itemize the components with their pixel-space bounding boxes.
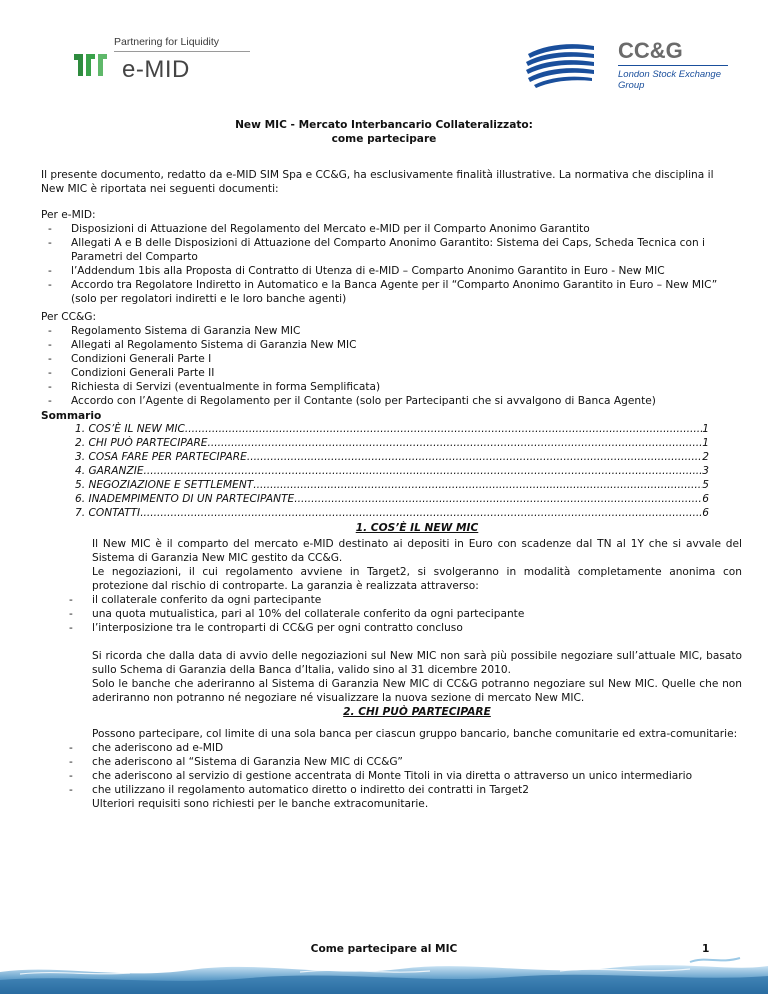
toc-entry-page: 5 (702, 479, 709, 491)
toc-entry[interactable] (75, 422, 709, 436)
list-item: - Richiesta di Servizi (eventualmente in forma Semplificata) (41, 380, 741, 394)
list-item: - Allegati A e B delle Disposizioni di Attuazione del Comparto Anonimo Garantito: Sistema dei Caps, Scheda Tecnica con i Parametri del Comparto (41, 236, 741, 264)
title-line-1: New MIC - Mercato Interbancario Collateralizzato: (235, 119, 533, 131)
toc-entry-label: 4. GARANZIE (75, 465, 144, 477)
list-item: - che aderiscono al servizio di gestione accentrata di Monte Titoli in via diretta o attraverso un unico intermediario (62, 769, 742, 783)
list-item: - Accordo tra Regolatore Indiretto in Automatico e la Banca Agente per il “Comparto Anonimo Garantito in Euro – New MIC” (solo per regolatori indiretti e le loro banche agenti) (41, 278, 741, 306)
list-item: - Allegati al Regolamento Sistema di Garanzia New MIC (41, 338, 741, 352)
toc-entry[interactable] (75, 436, 709, 450)
toc-entry-page: 1 (702, 437, 709, 449)
emid-tagline: Partnering for Liquidity (114, 36, 220, 48)
section-2-paragraph: Ulteriori requisiti sono richiesti per le banche extracomunitarie. (92, 798, 429, 810)
ccg-group-name: London Stock Exchange Group (618, 69, 721, 91)
ccg-docs-label: Per CC&G: (41, 311, 97, 323)
toc-entry-page: 6 (702, 493, 709, 505)
toc-entry[interactable] (75, 450, 709, 464)
toc-entry-label: 1. COS’È IL NEW MIC (75, 423, 185, 435)
list-item: - Regolamento Sistema di Garanzia New MIC (41, 324, 741, 338)
ccg-logo-text: CC&G (618, 38, 683, 63)
section-1-body (92, 537, 742, 705)
ccg-docs-section (41, 310, 741, 408)
ccg-logo (522, 36, 732, 91)
list-item: - che aderiscono al “Sistema di Garanzia New MIC di CC&G” (62, 755, 742, 769)
toc-entry-page: 2 (702, 451, 709, 463)
section-1-paragraph: Si ricorda che dalla data di avvio delle negoziazioni sul New MIC non sarà più possibile negoziare sull’attuale MIC, basato sullo Schema di Garanzia della Banca d’Italia, valido sino al 31 dicembre 2010. (92, 650, 742, 676)
toc-entry[interactable] (75, 478, 709, 492)
list-item: - l’interposizione tra le controparti di CC&G per ogni contratto concluso (62, 621, 742, 635)
list-item: - Condizioni Generali Parte II (41, 366, 741, 380)
intro-paragraph: Il presente documento, redatto da e-MID SIM Spa e CC&G, ha esclusivamente finalità illustrative. La normativa che disciplina il New MIC è riportata nei seguenti documenti: (41, 169, 714, 195)
toc-entry-label: 2. CHI PUÒ PARTECIPARE (75, 437, 208, 449)
list-item: - il collaterale conferito da ogni partecipante (62, 593, 742, 607)
page-number: 1 (702, 943, 710, 955)
list-item: - Condizioni Generali Parte I (41, 352, 741, 366)
emid-logo (74, 36, 254, 82)
toc-entry-label: 3. COSA FARE PER PARTECIPARE (75, 451, 247, 463)
document-title (0, 118, 768, 146)
water-wave-footer-image (0, 954, 768, 994)
title-line-2: come partecipare (331, 133, 437, 145)
ccg-waves-icon (522, 40, 598, 88)
footer-title: Come partecipare al MIC (310, 943, 458, 955)
toc-entry[interactable] (75, 464, 709, 478)
list-item: - che utilizzano il regolamento automatico diretto o indiretto dei contratti in Target2 (62, 783, 742, 797)
list-item: - una quota mutualistica, pari al 10% del collaterale conferito da ogni partecipante (62, 607, 742, 621)
toc-entry[interactable] (75, 506, 709, 520)
toc-entry-label: 7. CONTATTI (75, 507, 141, 519)
list-item: - Disposizioni di Attuazione del Regolamento del Mercato e-MID per il Comparto Anonimo Garantito (41, 222, 741, 236)
section-1-paragraph: Le negoziazioni, il cui regolamento avviene in Target2, si svolgeranno in modalità completamente anonima con protezione dal rischio di controparte. La garanzia è realizzata attraverso: (92, 566, 742, 592)
toc-entry-label: 6. INADEMPIMENTO DI UN PARTECIPANTE (75, 493, 295, 505)
list-item: - l’Addendum 1bis alla Proposta di Contratto di Utenza di e-MID – Comparto Anonimo Garantito in Euro - New MIC (41, 264, 741, 278)
toc-entry-page: 3 (702, 465, 709, 477)
section-1-paragraph: Il New MIC è il comparto del mercato e-MID destinato ai depositi in Euro con scadenze dal TN al 1Y che si avvale del Sistema di Garanzia New MIC gestito da CC&G. (92, 538, 742, 564)
toc-entry-page: 1 (702, 423, 709, 435)
section-2-heading: 2. CHI PUÒ PARTECIPARE (343, 706, 491, 718)
emid-docs-label: Per e-MID: (41, 209, 96, 221)
list-item: - che aderiscono ad e-MID (62, 741, 742, 755)
table-of-contents (75, 422, 709, 520)
emid-mark-icon (74, 50, 114, 78)
emid-docs-section (41, 208, 741, 306)
list-item: - Accordo con l’Agente di Regolamento per il Contante (solo per Partecipanti che si avvalgono di Banca Agente) (41, 394, 741, 408)
section-1-heading: 1. COS’È IL NEW MIC (355, 522, 479, 534)
section-2-body (92, 727, 742, 811)
toc-entry-label: 5. NEGOZIAZIONE E SETTLEMENT (75, 479, 254, 491)
section-2-paragraph: Possono partecipare, col limite di una sola banca per ciascun gruppo bancario, banche comunitarie ed extra-comunitarie: (92, 728, 738, 740)
toc-heading: Sommario (41, 410, 102, 422)
emid-logo-text: e-MID (122, 56, 190, 83)
section-1-paragraph: Solo le banche che aderiranno al Sistema di Garanzia New MIC di CC&G potranno negoziare sul New MIC. Quelle che non aderiranno non potranno né negoziare né visualizzare la nuova sezione di mercato New MIC. (92, 678, 742, 704)
toc-entry[interactable] (75, 492, 709, 506)
toc-entry-page: 6 (702, 507, 709, 519)
